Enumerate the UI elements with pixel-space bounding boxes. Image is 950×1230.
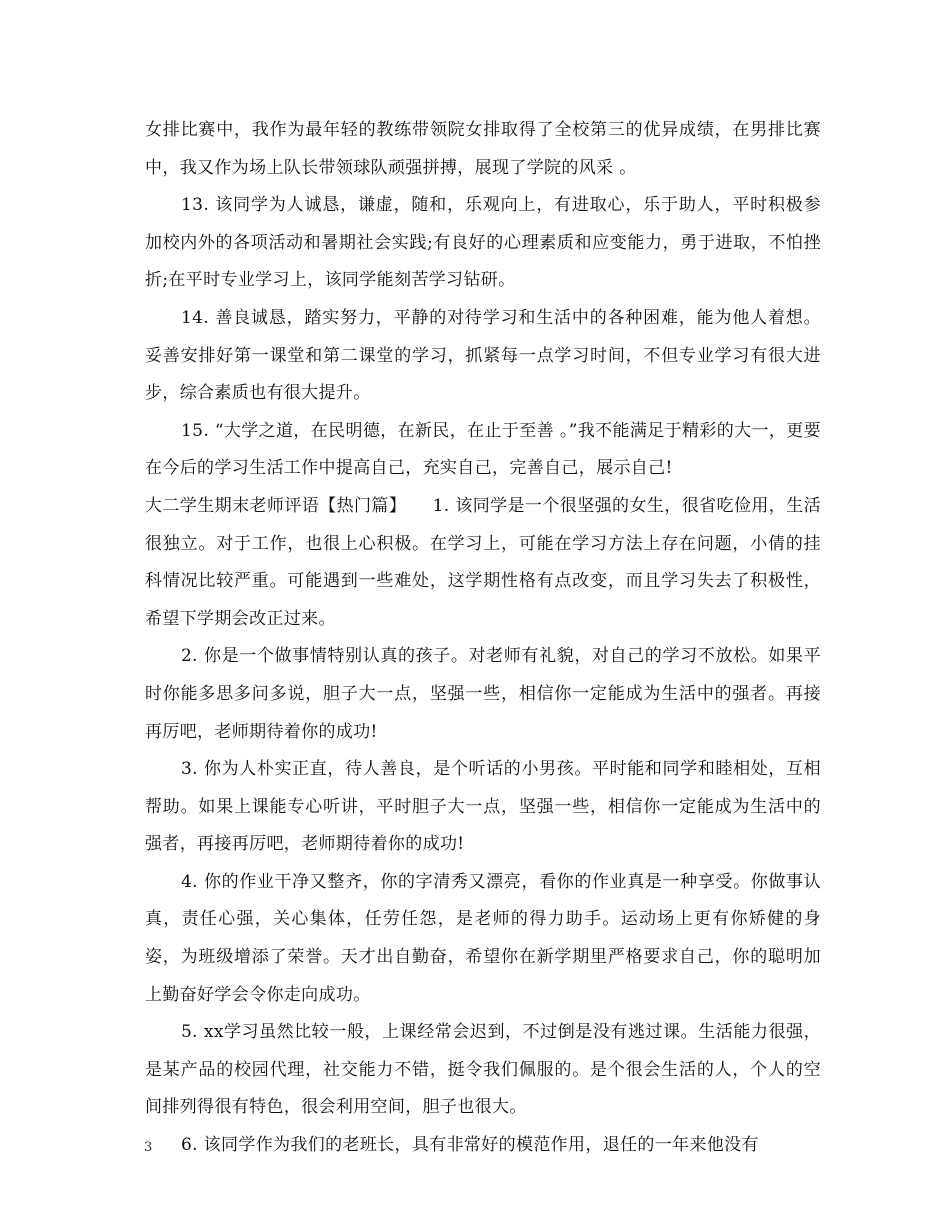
paragraph-9: 5. xx学习虽然比较一般，上课经常会迟到，不过倒是没有逃过课。生活能力很强，是某产品的校园代理，社交能力不错，挺令我们佩服的。是个很会生活的人，个人的空间排列得很有特色，很会利用空间，胆子也很大。 xyxy=(145,1022,821,1118)
page-number: 3 xyxy=(144,1140,153,1155)
paragraph-1: 女排比赛中，我作为最年轻的教练带领院女排取得了全校第三的优异成绩，在男排比赛中，我又作为场上队长带领球队顽强拼搏，展现了学院的风采 。 xyxy=(145,120,821,178)
paragraph-6: 2. 你是一个做事情特别认真的孩子。对老师有礼貌，对自己的学习不放松。如果平时你能多思多问多说，胆子大一点，坚强一些，相信你一定能成为生活中的强者。再接再厉吧，老师期待着你的成功! xyxy=(145,646,821,742)
paragraph-2: 13. 该同学为人诚恳，谦虚，随和，乐观向上，有进取心，乐于助人，平时积极参加校内外的各项活动和暑期社会实践;有良好的心理素质和应变能力，勇于进取，不怕挫折;在平时专业学习上，该同学能刻苦学习钻研。 xyxy=(145,195,821,291)
paragraph-3: 14. 善良诚恳，踏实努力，平静的对待学习和生活中的各种困难，能为他人着想。妥善安排好第一课堂和第二课堂的学习，抓紧每一点学习时间，不但专业学习有很大进步，综合素质也有很大提升。 xyxy=(145,307,821,404)
paragraph-5: 大二学生期末老师评语【热门篇】 1. 该同学是一个很坚强的女生，很省吃俭用，生活很独立。对于工作，也很上心积极。在学习上，可能在学习方法上存在问题，小倩的挂科情况比较严重。可能遇到一些难处，这学期性格有点改变，而且学习失去了积极性，希望下学期会改正过来。 xyxy=(145,495,821,629)
paragraph-4: 15. “大学之道，在民明德，在新民，在止于至善 。”我不能满足于精彩的大一，更要在今后的学习生活工作中提高自己，充实自己，完善自己，展示自己! xyxy=(145,420,821,479)
paragraph-8: 4. 你的作业干净又整齐，你的字清秀又漂亮，看你的作业真是一种享受。你做事认真，责任心强，关心集体，任劳任怨，是老师的得力助手。运动场上更有你矫健的身姿，为班级增添了荣誉。天才出自勤奋，希望你在新学期里严格要求自己，你的聪明加上勤奋好学会令你走向成功。 xyxy=(145,871,821,1005)
paragraph-10: 6. 该同学作为我们的老班长，具有非常好的模范作用，退任的一年来他没有 xyxy=(181,1135,759,1156)
paragraph-7: 3. 你为人朴实正直，待人善良，是个听话的小男孩。平时能和同学和睦相处，互相帮助。如果上课能专心听讲，平时胆子大一点，坚强一些，相信你一定能成为生活中的强者，再接再厉吧，老师期待着你的成功! xyxy=(145,759,821,855)
document-body xyxy=(145,112,821,1165)
